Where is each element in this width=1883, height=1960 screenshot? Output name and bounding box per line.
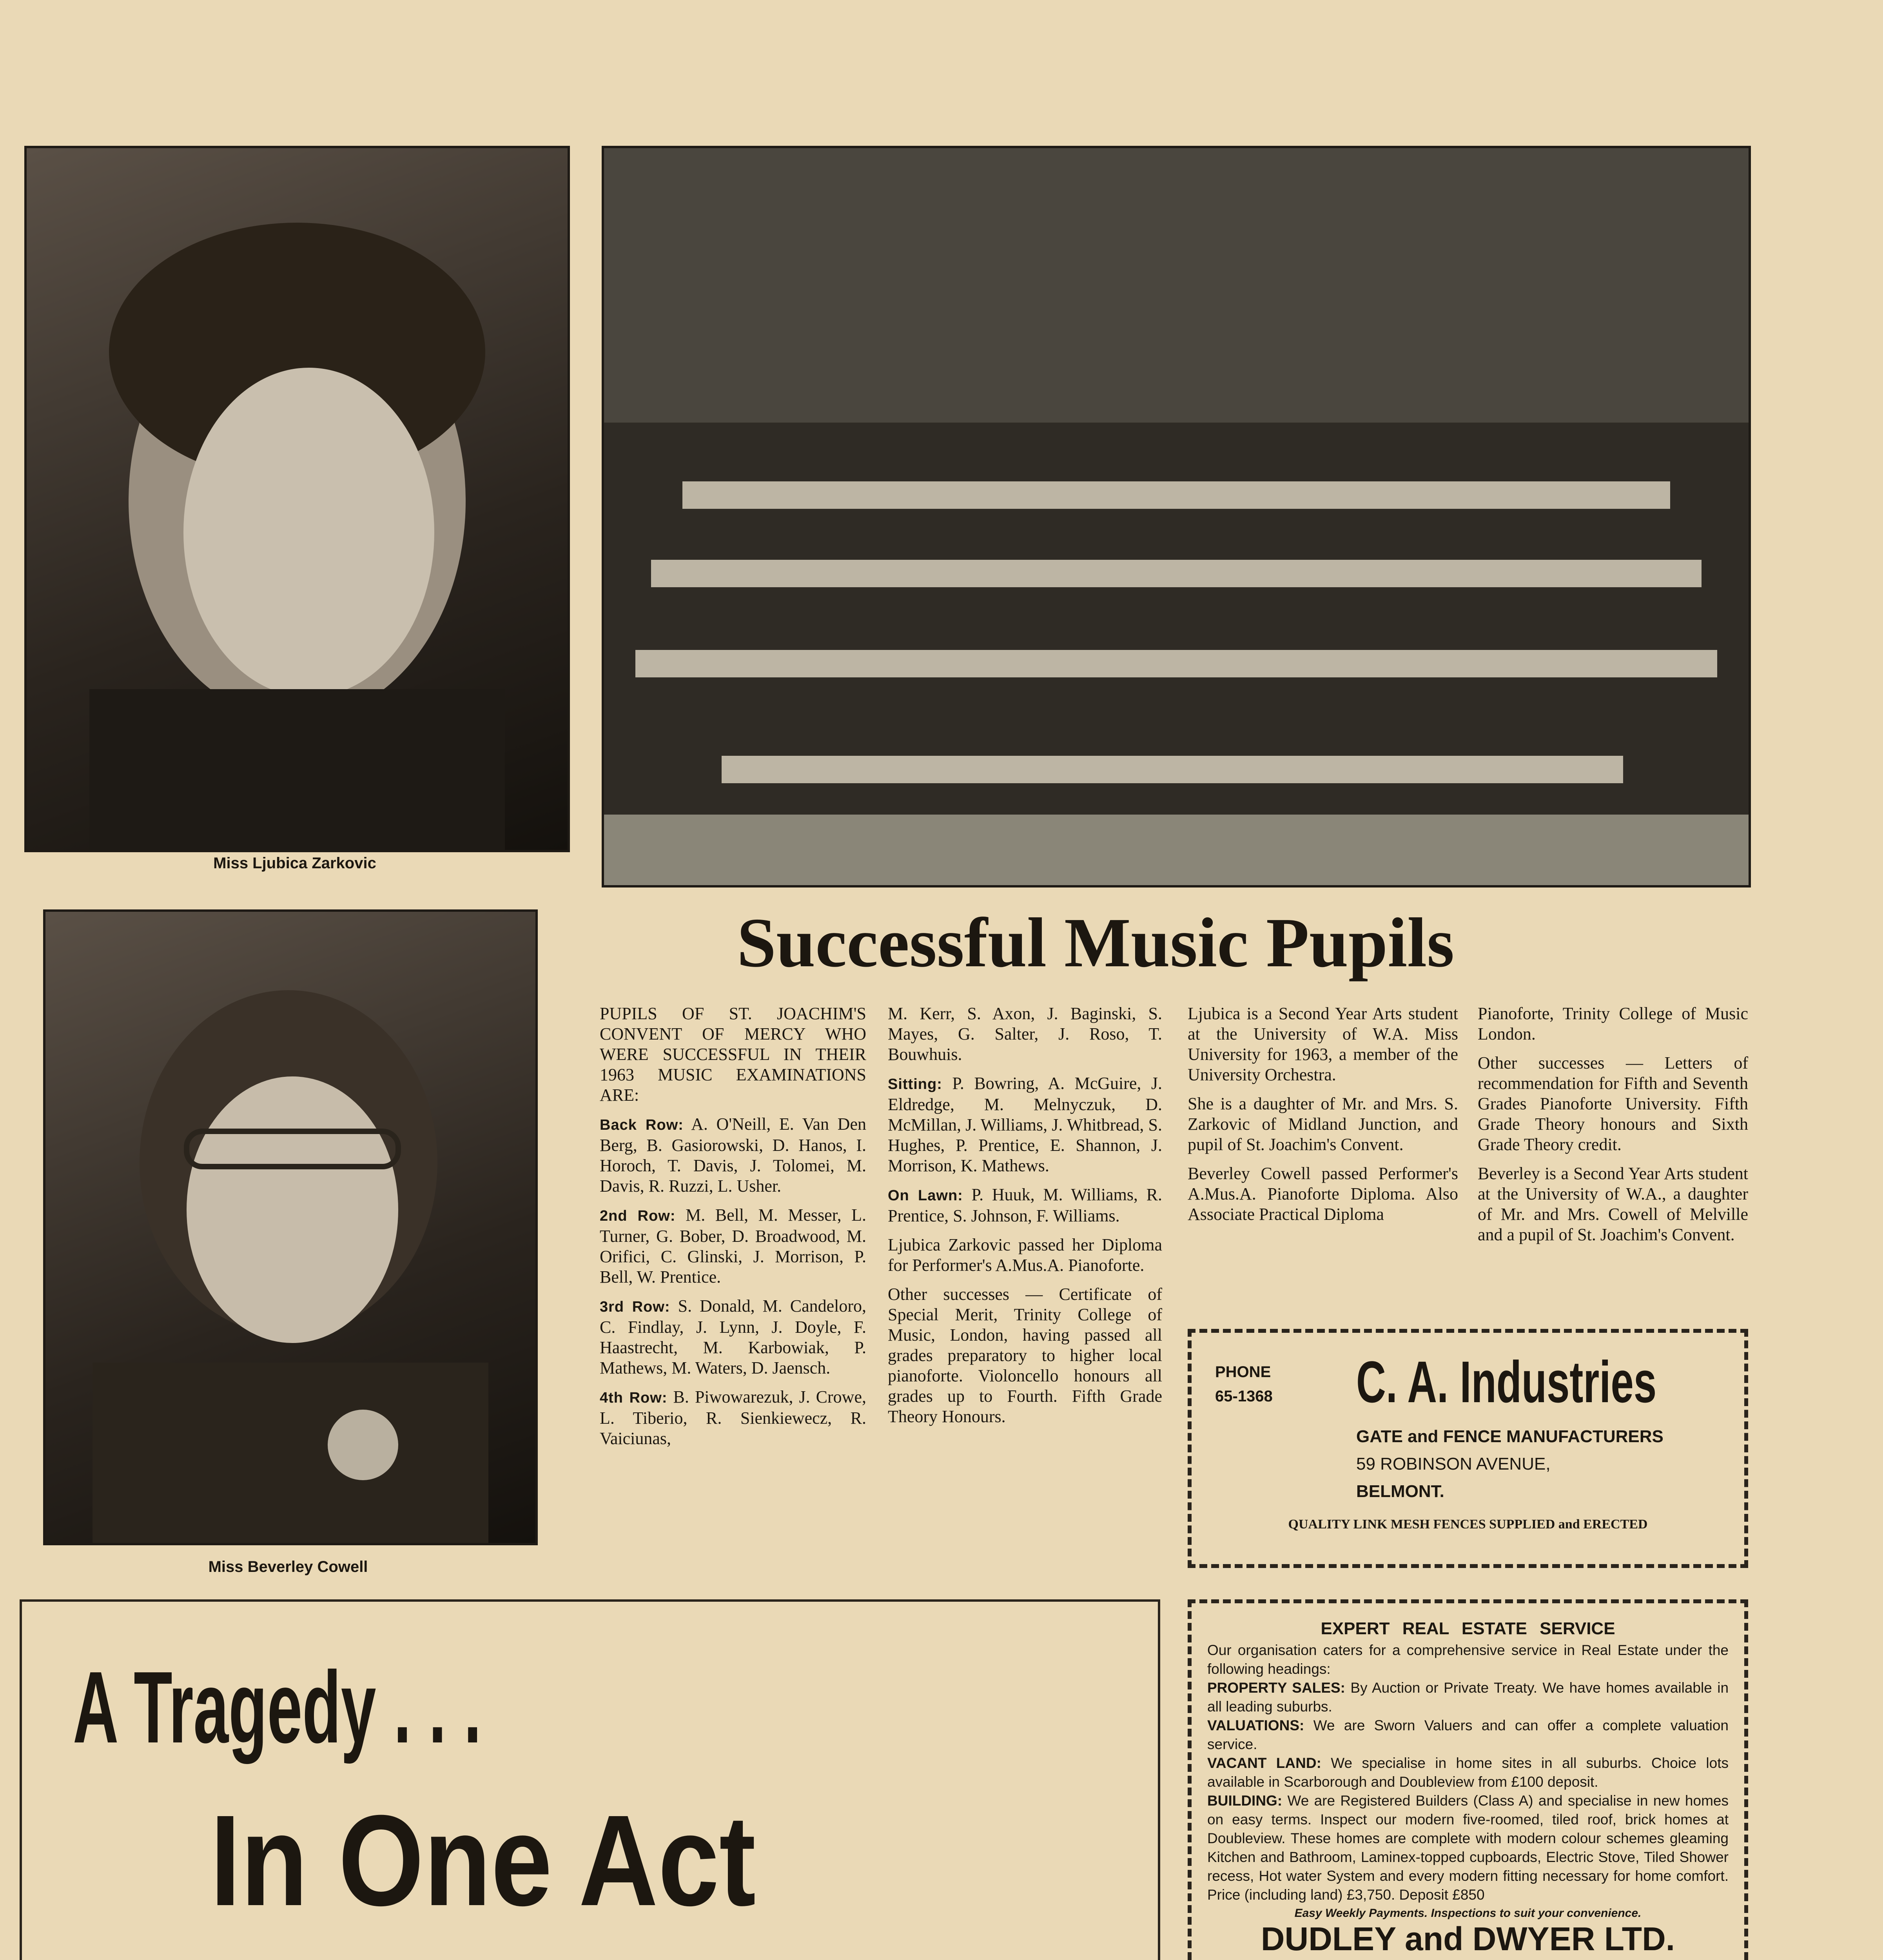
dudley-dwyer-ad <box>1188 1599 1748 1960</box>
row4-continued: M. Kerr, S. Axon, J. Baginski, S. Mayes, G. Salter, J. Roso, T. Bouwhuis. <box>888 1004 1162 1064</box>
tragedy-headline-1: A Tragedy . . . <box>73 1651 482 1764</box>
lawn-names: P. Huuk, M. Williams, R. Prentice, S. Johnson, F. Williams. <box>888 1185 1162 1225</box>
ca-phone-label: PHONE <box>1215 1363 1271 1381</box>
music-column-1 <box>600 1004 866 1457</box>
music-headline: Successful Music Pupils <box>737 904 1455 982</box>
music-para: She is a daughter of Mr. and Mrs. S. Zarkovic of Midland Junction, and pupil of St. Joachim's Convent. <box>1188 1094 1458 1154</box>
photo1-caption: Miss Ljubica Zarkovic <box>213 855 376 872</box>
music-para: Ljubica Zarkovic passed her Diploma for Performer's A.Mus.A. Pianoforte. <box>888 1235 1162 1275</box>
dd-ps: By Auction or Private Treaty. We have homes available in all leading suburbs. <box>1207 1680 1729 1715</box>
photo-music-group <box>602 146 1751 887</box>
dd-title: EXPERT REAL ESTATE SERVICE <box>1321 1619 1615 1638</box>
photo-beverley-cowell <box>43 909 538 1545</box>
photo2-caption: Miss Beverley Cowell <box>208 1558 368 1575</box>
music-para: Other successes — Certificate of Special Merit, Trinity College of Music, London, having passed all grades preparatory to higher local pianoforte. Violoncello honours all grades up to Fourth. Fifth Grade Theory Honours. <box>888 1285 1162 1426</box>
ca-phone-number: 65-1368 <box>1215 1388 1273 1405</box>
ca-company-name: C. A. Industries <box>1356 1349 1657 1415</box>
tragedy-article <box>20 1599 1160 1960</box>
dd-val-label: VALUATIONS: <box>1207 1717 1304 1733</box>
dd-company-name: DUDLEY and DWYER LTD. <box>1261 1920 1675 1957</box>
back-row-names: A. O'Neill, E. Van Den Berg, B. Gasiorowski, D. Hanos, I. Horoch, T. Davis, J. Tolomei, M. Davis, R. Ruzzi, L. Usher. <box>600 1114 866 1196</box>
back-row-label: Back Row: <box>600 1117 684 1133</box>
music-column-2 <box>888 1004 1162 1436</box>
dd-terms: Easy Weekly Payments. Inspections to suit your convenience. <box>1294 1907 1642 1920</box>
dd-vl: We specialise in home sites in all suburbs. Choice lots available in Scarborough and Doubleview from £100 deposit. <box>1207 1755 1729 1790</box>
music-para: Beverley Cowell passed Performer's A.Mus.A. Pianoforte Diploma. Also Associate Practical Diploma <box>1188 1164 1458 1224</box>
dd-bld-label: BUILDING: <box>1207 1793 1283 1809</box>
row2-names: M. Bell, M. Messer, L. Turner, G. Bober, D. Broadwood, M. Orifici, C. Glinski, J. Morrison, P. Bell, W. Prentice. <box>600 1205 867 1287</box>
row3-names: S. Donald, M. Candeloro, C. Findlay, J. Lynn, J. Doyle, F. Haastrecht, M. Karbowiak, P. Mathews, M. Waters, D. Jaensch. <box>600 1296 867 1377</box>
music-para: Beverley is a Second Year Arts student at the University of W.A., a daughter of Mr. and Mrs. Cowell of Melville and a pupil of St. Joachim's Convent. <box>1478 1164 1748 1244</box>
music-intro: PUPILS OF ST. JOACHIM'S CONVENT OF MERCY WHO WERE SUCCESSFUL IN THEIR 1963 MUSIC EXAMINATIONS ARE: <box>600 1004 866 1105</box>
lawn-label: On Lawn: <box>888 1187 963 1204</box>
ca-line2: 59 ROBINSON AVENUE, <box>1356 1454 1551 1474</box>
ca-industries-ad <box>1188 1329 1748 1568</box>
ca-line3: BELMONT. <box>1356 1482 1444 1501</box>
music-column-3 <box>1188 1004 1458 1233</box>
sitting-names: P. Bowring, A. McGuire, J. Eldredge, M. Melnyczuk, D. McMillan, J. Williams, J. Whitbread, S. Hughes, P. Prentice, E. Shannon, J. Morrison, K. Mathews. <box>888 1074 1162 1175</box>
photo-ljubica-zarkovic <box>24 146 570 852</box>
dd-val: We are Sworn Valuers and can offer a complete valuation service. <box>1207 1717 1729 1752</box>
dd-ps-label: PROPERTY SALES: <box>1207 1680 1345 1696</box>
dd-intro: Our organisation caters for a comprehensive service in Real Estate under the following headings: <box>1207 1642 1729 1677</box>
tragedy-headline-2: In One Act <box>210 1788 756 1933</box>
music-para: Pianoforte, Trinity College of Music London. <box>1478 1004 1748 1044</box>
music-para: Ljubica is a Second Year Arts student at the University of W.A. Miss University for 1963, a member of the University Orchestra. <box>1188 1004 1458 1084</box>
ca-line1: GATE and FENCE MANUFACTURERS <box>1356 1427 1663 1446</box>
ca-footer: QUALITY LINK MESH FENCES SUPPLIED and ERECTED <box>1288 1517 1648 1532</box>
portrait-image <box>27 148 568 850</box>
dd-bld: We are Registered Builders (Class A) and specialise in new homes on easy terms. Inspect our modern five-roomed, tiled roof, brick homes at Doubleview. These homes are complete with modern colour schemes gleaming Kitchen and Bathroom, Laminex-topped cupboards, Electric Stove, Tiled Shower recess, Hot water System and every modern fitting necessary for home comfort. Price (including land) £3,750. Deposit £850 <box>1207 1793 1729 1903</box>
group-photo-image <box>604 148 1749 885</box>
row4-label: 4th Row: <box>600 1390 668 1406</box>
portrait-image <box>45 912 535 1543</box>
music-para: Other successes — Letters of recommendation for Fifth and Seventh Grades Pianoforte University. Fifth Grade Theory honours and Sixth Grade Theory credit. <box>1478 1053 1748 1154</box>
row3-label: 3rd Row: <box>600 1299 670 1315</box>
sitting-label: Sitting: <box>888 1076 942 1093</box>
dd-vl-label: VACANT LAND: <box>1207 1755 1321 1771</box>
row2-label: 2nd Row: <box>600 1208 676 1224</box>
row4-names: B. Piwowarezuk, J. Crowe, L. Tiberio, R. Sienkiewecz, R. Vaiciunas, <box>600 1387 866 1448</box>
music-column-4 <box>1478 1004 1748 1254</box>
